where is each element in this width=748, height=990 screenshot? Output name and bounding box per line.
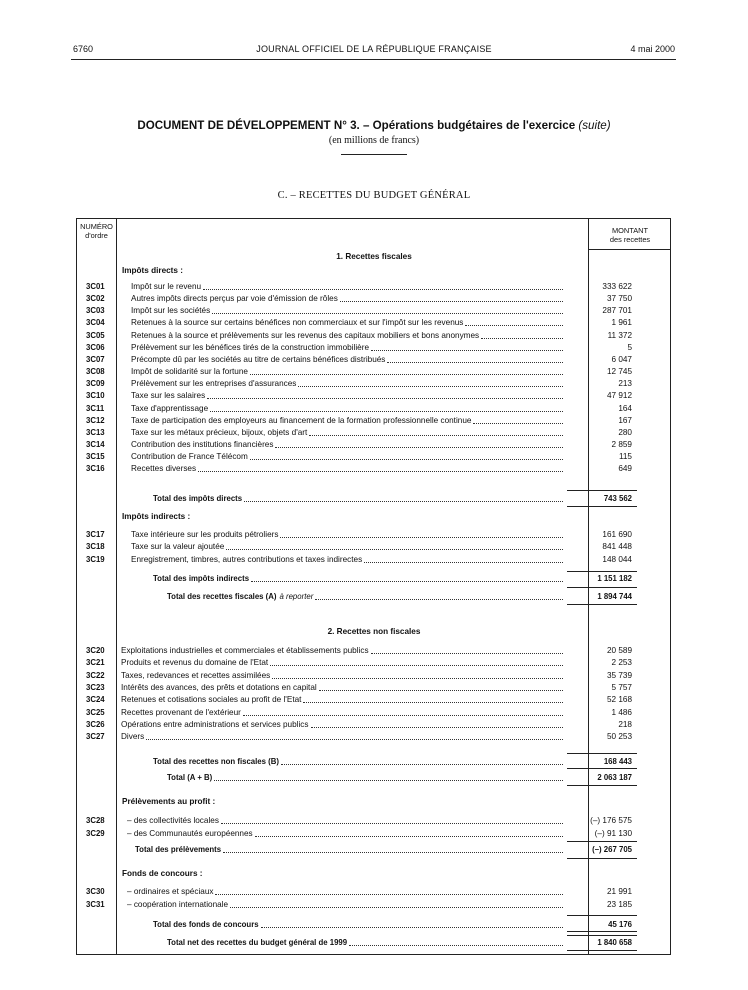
- row-label: [153, 573, 564, 585]
- table-row: [0, 731, 748, 743]
- row-code: 3C23: [86, 682, 105, 692]
- row-value: 1 894 744: [597, 592, 632, 601]
- row-value: 2 253: [611, 658, 632, 668]
- row-label-text: – des Communautés européennes: [127, 828, 253, 838]
- row-value: 218: [618, 719, 632, 729]
- row-label-text: Total des fonds de concours: [153, 920, 259, 929]
- leader-dots: [349, 937, 563, 946]
- row-label-text: Impôt de solidarité sur la fortune: [131, 367, 248, 377]
- row-label-text: Total des impôts indirects: [153, 574, 250, 583]
- leader-dots: [203, 281, 563, 290]
- leader-dots: [298, 378, 563, 387]
- row-label: [131, 463, 564, 475]
- category-heading: Fonds de concours :: [122, 869, 203, 878]
- row-label: [121, 670, 564, 682]
- row-label: [131, 554, 564, 566]
- total-rule: [567, 490, 637, 491]
- total-row: [0, 573, 748, 585]
- row-label: [131, 293, 564, 305]
- leader-dots: [281, 756, 563, 765]
- row-label-text: Impôt sur les sociétés: [131, 306, 211, 316]
- total-rule: [567, 587, 637, 588]
- category-heading: Impôts directs :: [122, 266, 183, 275]
- total-row: [0, 919, 748, 931]
- leader-dots: [272, 670, 563, 679]
- row-label: [131, 427, 564, 439]
- row-label-text: Taxe intérieure sur les produits pétroliers: [131, 530, 279, 539]
- leader-dots: [319, 682, 563, 691]
- row-label: [135, 844, 564, 856]
- row-value: 23 185: [606, 899, 632, 909]
- row-label-text: Contribution des institutions financières: [131, 439, 274, 449]
- row-value: 50 253: [606, 732, 632, 742]
- total-rule: [567, 604, 637, 605]
- row-code: 3C11: [86, 403, 105, 413]
- row-label-text: Retenues et cotisations sociales au profit de l'Etat: [121, 695, 302, 705]
- leader-dots: [315, 591, 563, 600]
- row-code: 3C19: [86, 554, 105, 564]
- section-heading: 2. Recettes non fiscales: [327, 627, 421, 636]
- leader-dots: [226, 541, 563, 550]
- row-label-text: Exploitations industrielles et commerciales et établissements publics: [121, 646, 369, 655]
- total-rule: [567, 768, 637, 769]
- row-label: [131, 403, 564, 415]
- leader-dots: [210, 403, 563, 412]
- total-row: [0, 937, 748, 949]
- row-label: [127, 899, 564, 911]
- row-label: [121, 694, 564, 706]
- row-code: 3C15: [86, 452, 105, 462]
- row-code: 3C20: [86, 646, 105, 655]
- row-value: 12 745: [606, 367, 632, 377]
- row-code: 3C06: [86, 342, 105, 352]
- row-value: 213: [618, 379, 632, 389]
- leader-dots: [251, 573, 563, 582]
- row-label-text: Recettes provenant de l'extérieur: [121, 707, 241, 717]
- row-label: [131, 390, 564, 402]
- total-row: [0, 493, 748, 505]
- row-value: 333 622: [602, 282, 632, 291]
- row-label-text: Total des impôts directs: [153, 494, 243, 503]
- row-label-text: Divers: [121, 732, 145, 742]
- total-row: [0, 591, 748, 603]
- table-row: [0, 403, 748, 415]
- row-value: 168 443: [603, 757, 632, 766]
- row-label: [127, 815, 564, 827]
- row-code: 3C03: [86, 306, 105, 316]
- col-header-numero: NUMÉRO d'ordre: [80, 222, 113, 240]
- row-code: 3C21: [86, 658, 105, 668]
- table-row: [0, 657, 748, 669]
- leader-dots: [221, 815, 563, 824]
- row-label: [121, 657, 564, 669]
- row-label: [131, 541, 564, 553]
- leader-dots: [473, 415, 563, 424]
- table-row: [0, 427, 748, 439]
- row-value: 164: [618, 403, 632, 413]
- document-subtitle: (en millions de francs): [328, 135, 420, 146]
- table-row: [0, 815, 748, 827]
- row-label-text: Taxe sur les métaux précieux, bijoux, objets d'art: [131, 427, 308, 437]
- total-rule: [567, 935, 637, 936]
- row-value: 743 562: [603, 494, 632, 503]
- row-label: [121, 645, 564, 657]
- row-label-text: Total des recettes non fiscales (B): [153, 757, 279, 766]
- row-value: 47 912: [606, 391, 632, 401]
- total-rule: [567, 915, 637, 916]
- row-label-text: Produits et revenus du domaine de l'Etat: [121, 658, 269, 668]
- row-code: 3C22: [86, 670, 105, 680]
- total-rule: [567, 841, 637, 842]
- row-code: 3C18: [86, 542, 105, 552]
- total-rule: [567, 753, 637, 754]
- leader-dots: [212, 305, 563, 314]
- row-code: 3C17: [86, 530, 105, 539]
- table-row: [0, 378, 748, 390]
- leader-dots: [371, 342, 563, 351]
- leader-dots: [250, 451, 563, 460]
- document-title: DOCUMENT DE DÉVELOPPEMENT N° 3. – Opérations budgétaires de l'exercice (suite): [137, 119, 611, 132]
- row-value: 1 486: [611, 707, 632, 717]
- leader-dots: [481, 330, 563, 339]
- row-code: 3C29: [86, 828, 105, 838]
- row-label-italic: à reporter: [279, 592, 314, 601]
- row-label-text: Contribution de France Télécom: [131, 452, 248, 462]
- row-label: [167, 937, 564, 949]
- row-label-text: Total net des recettes du budget général de 1999: [167, 938, 348, 947]
- row-value: 5 757: [611, 682, 632, 692]
- row-label-text: Autres impôts directs perçus par voie d'émission de rôles: [131, 294, 338, 304]
- row-label-text: – des collectivités locales: [127, 816, 219, 825]
- table-row: [0, 415, 748, 427]
- row-code: 3C07: [86, 354, 105, 364]
- row-label: [131, 378, 564, 390]
- row-code: 3C01: [86, 282, 105, 291]
- row-code: 3C13: [86, 427, 105, 437]
- issue-date: 4 mai 2000: [630, 44, 675, 54]
- section-heading: 1. Recettes fiscales: [336, 252, 412, 261]
- leader-dots: [223, 844, 563, 853]
- row-value: 148 044: [602, 554, 632, 564]
- row-value: 52 168: [606, 695, 632, 705]
- row-label-text: Taxe de participation des employeurs au financement de la formation professionnelle continue: [131, 415, 472, 425]
- table-row: [0, 342, 748, 354]
- table-row: [0, 281, 748, 293]
- row-value: 1 840 658: [597, 938, 632, 947]
- row-label-text: Recettes diverses: [131, 464, 197, 474]
- row-code: 3C30: [86, 887, 105, 896]
- row-label-text: Total des prélèvements: [135, 845, 222, 854]
- row-code: 3C25: [86, 707, 105, 717]
- leader-dots: [303, 694, 563, 703]
- table-row: [0, 354, 748, 366]
- row-value: 21 991: [606, 887, 632, 896]
- row-label: [131, 439, 564, 451]
- row-label-text: Enregistrement, timbres, autres contributions et taxes indirectes: [131, 554, 363, 564]
- table-row: [0, 529, 748, 541]
- row-label: [127, 828, 564, 840]
- table-row: [0, 886, 748, 898]
- journal-title: JOURNAL OFFICIEL DE LA RÉPUBLIQUE FRANÇAISE: [256, 44, 492, 54]
- leader-dots: [244, 493, 563, 502]
- row-label: [131, 366, 564, 378]
- row-code: 3C10: [86, 391, 105, 401]
- row-value: 161 690: [602, 530, 632, 539]
- row-value: 649: [618, 464, 632, 474]
- title-suffix: (suite): [578, 119, 611, 132]
- leader-dots: [215, 886, 563, 895]
- row-label-text: Taxe sur la valeur ajoutée: [131, 542, 225, 552]
- page-number: 6760: [73, 44, 94, 54]
- row-label-text: Taxes, redevances et recettes assimilées: [121, 670, 271, 680]
- table-row: [0, 293, 748, 305]
- row-value: 841 448: [602, 542, 632, 552]
- total-row: [0, 772, 748, 784]
- row-value: 6 047: [611, 354, 632, 364]
- row-code: 3C14: [86, 439, 105, 449]
- row-label: [131, 415, 564, 427]
- row-value: 1 151 182: [597, 574, 632, 583]
- row-label-text: Taxe sur les salaires: [131, 391, 206, 401]
- leader-dots: [340, 293, 563, 302]
- row-code: 3C05: [86, 330, 105, 340]
- leader-dots: [371, 645, 563, 654]
- row-code: 3C28: [86, 816, 105, 825]
- row-label-text: – coopération internationale: [127, 899, 229, 909]
- table-row: [0, 366, 748, 378]
- table-row: [0, 463, 748, 475]
- leader-dots: [270, 657, 563, 666]
- table-row: [0, 719, 748, 731]
- total-rule: [567, 950, 637, 951]
- row-label-text: Total des recettes fiscales (A): [167, 592, 277, 601]
- row-label-text: Opérations entre administrations et services publics: [121, 719, 309, 729]
- row-label-text: Impôt sur le revenu: [131, 282, 202, 291]
- row-value: 2 063 187: [597, 773, 632, 782]
- row-label: [121, 731, 564, 743]
- row-code: 3C27: [86, 732, 105, 742]
- row-code: 3C02: [86, 294, 105, 304]
- row-label: [153, 756, 564, 768]
- row-code: 3C04: [86, 318, 105, 328]
- leader-dots: [243, 707, 563, 716]
- row-value: 2 859: [611, 439, 632, 449]
- leader-dots: [465, 317, 563, 326]
- row-value: 287 701: [602, 306, 632, 316]
- leader-dots: [146, 731, 563, 740]
- row-label: [127, 886, 564, 898]
- row-value: 45 176: [608, 920, 632, 929]
- row-label: [131, 317, 564, 329]
- table-row: [0, 694, 748, 706]
- total-row: [0, 844, 748, 856]
- row-code: 3C31: [86, 899, 105, 909]
- table-row: [0, 439, 748, 451]
- row-value: (–) 267 705: [592, 845, 632, 854]
- table-row: [0, 330, 748, 342]
- row-value: 280: [618, 427, 632, 437]
- row-label-text: Intérêts des avances, des prêts et dotations en capital: [121, 682, 317, 692]
- table-row: [0, 554, 748, 566]
- table-row: [0, 682, 748, 694]
- leader-dots: [207, 390, 563, 399]
- row-label: [131, 281, 564, 293]
- col-header-montant: MONTANT des recettes: [609, 226, 651, 244]
- row-label: [131, 451, 564, 463]
- row-code: 3C08: [86, 367, 105, 377]
- table-row: [0, 390, 748, 402]
- row-label: [153, 919, 564, 931]
- row-value: 35 739: [606, 670, 632, 680]
- table-row: [0, 305, 748, 317]
- total-row: [0, 756, 748, 768]
- table-row: [0, 451, 748, 463]
- table-row: [0, 899, 748, 911]
- total-rule: [567, 858, 637, 859]
- leader-dots: [280, 529, 563, 538]
- leader-dots: [387, 354, 563, 363]
- table-row: [0, 317, 748, 329]
- leader-dots: [214, 772, 563, 781]
- row-label: [121, 682, 564, 694]
- total-rule: [567, 571, 637, 572]
- row-value: 5: [627, 342, 632, 352]
- row-value: (–) 176 575: [590, 816, 632, 825]
- row-label: [131, 354, 564, 366]
- leader-dots: [255, 828, 563, 837]
- row-value: (–) 91 130: [594, 828, 632, 838]
- row-label-text: Retenues à la source et prélèvements sur les revenus des capitaux mobiliers et bons anonymes: [131, 330, 480, 340]
- table-row: [0, 828, 748, 840]
- category-heading: Impôts indirects :: [122, 512, 191, 521]
- leader-dots: [230, 899, 563, 908]
- table-row: [0, 707, 748, 719]
- total-rule: [567, 506, 637, 507]
- category-heading: Prélèvements au profit :: [122, 797, 216, 806]
- row-label: [121, 707, 564, 719]
- total-rule: [567, 931, 637, 932]
- row-label: [131, 342, 564, 354]
- row-code: 3C16: [86, 464, 105, 474]
- row-label: [131, 529, 564, 541]
- row-label: [167, 591, 564, 603]
- row-label-text: Total (A + B): [167, 773, 213, 782]
- leader-dots: [198, 463, 563, 472]
- leader-dots: [261, 919, 563, 928]
- row-code: 3C12: [86, 415, 105, 425]
- row-value: 11 372: [607, 330, 632, 340]
- table-row: [0, 645, 748, 657]
- row-code: 3C24: [86, 695, 105, 705]
- row-value: 20 589: [606, 646, 632, 655]
- leader-dots: [309, 427, 563, 436]
- row-label-text: Taxe d'apprentissage: [131, 403, 209, 413]
- row-value: 167: [618, 415, 632, 425]
- leader-dots: [311, 719, 564, 728]
- row-label-text: – ordinaires et spéciaux: [127, 887, 214, 896]
- row-label-text: Précompte dû par les sociétés au titre de certains bénéfices distribués: [131, 354, 386, 364]
- section-title: C. – RECETTES DU BUDGET GÉNÉRAL: [277, 190, 471, 201]
- row-label-text: Prélèvement sur les bénéfices tirés de la construction immobilière: [131, 342, 369, 352]
- row-value: 1 961: [611, 318, 632, 328]
- leader-dots: [250, 366, 563, 375]
- total-rule: [567, 785, 637, 786]
- row-label-text: Prélèvement sur les entreprises d'assurances: [131, 379, 297, 389]
- table-row: [0, 541, 748, 553]
- row-label-text: Retenues à la source sur certains bénéfices non commerciaux et sur l'impôt sur les revenus: [131, 318, 464, 328]
- row-label: [131, 330, 564, 342]
- row-value: 37 750: [606, 294, 632, 304]
- row-label: [153, 493, 564, 505]
- row-code: 3C09: [86, 379, 105, 389]
- row-value: 115: [618, 452, 632, 462]
- table-row: [0, 670, 748, 682]
- leader-dots: [275, 439, 563, 448]
- row-label: [121, 719, 564, 731]
- row-label: [167, 772, 564, 784]
- row-label: [131, 305, 564, 317]
- leader-dots: [364, 554, 563, 563]
- row-code: 3C26: [86, 719, 105, 729]
